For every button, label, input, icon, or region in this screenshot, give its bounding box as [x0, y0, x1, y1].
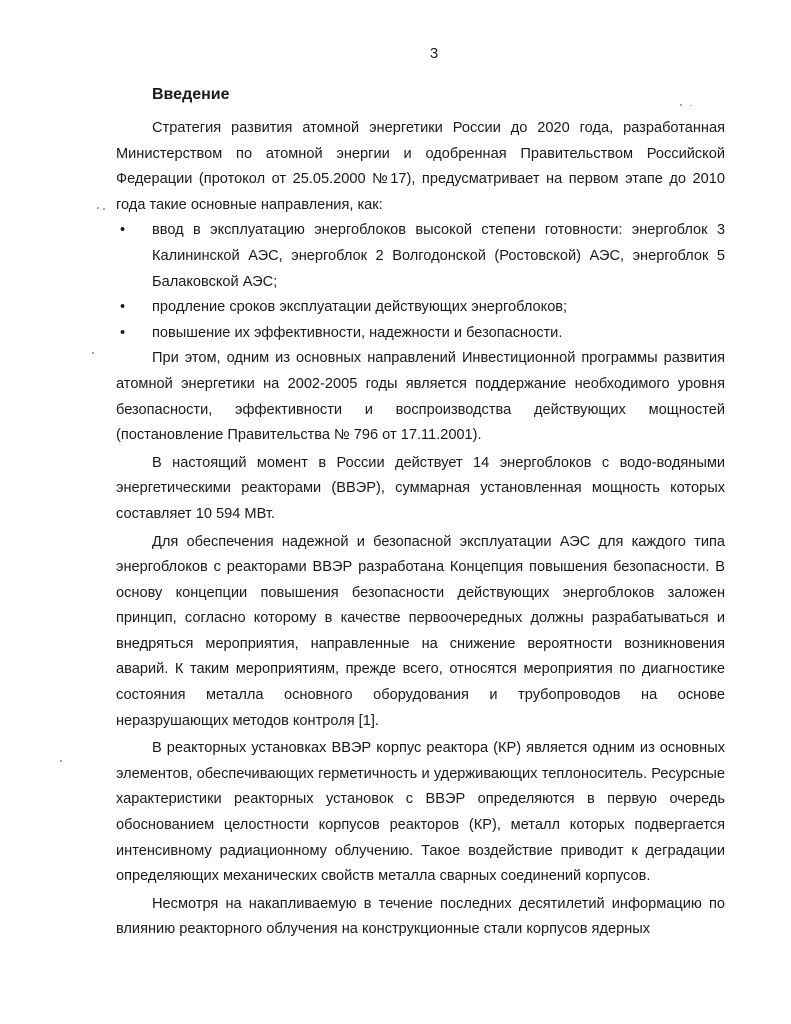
bullet-icon: • — [120, 324, 126, 341]
paragraph: В реакторных установках ВВЭР корпус реактора (КР) является одним из основных элементов, обеспечивающих герметичность и удерживающих теплоноситель. Ресурсные характеристики реакторных установок с ВВЭР определяются в первую очередь обоснованием целостности корпусов реакторов (КР), металл которых подвергается интенсивному радиационному облучению. Такое воздействие приводит к деградации определяющих механических свойств металла сварных соединений корпусов. — [116, 740, 725, 885]
scan-speck — [680, 104, 682, 106]
bullet-text: продление сроков эксплуатации действующих энергоблоков; — [152, 299, 568, 316]
page-number: 3 — [429, 45, 439, 62]
bullet-item — [116, 218, 725, 295]
bullet-icon: • — [120, 299, 126, 316]
scan-speck — [92, 352, 94, 354]
bullet-item — [116, 295, 725, 321]
bullet-text: повышение их эффективности, надежности и безопасности. — [152, 324, 563, 341]
bullet-item — [116, 321, 725, 347]
paragraph: Для обеспечения надежной и безопасной эксплуатации АЭС для каждого типа энергоблоков с реакторами ВВЭР разработана Концепция повышения безопасности. В основу концепции повышения безопасности действующих энергоблоков заложен принцип, согласно которому в качестве первоочередных должны разрабатываться и внедряться мероприятия, направленные на снижение вероятности возникновения аварий. К таким мероприятиям, прежде всего, относятся мероприятия по диагностике состояния металла основного оборудования и трубопроводов на основе неразрушающих методов контроля [1]. — [116, 533, 725, 729]
intro-paragraph: Стратегия развития атомной энергетики России до 2020 года, разработанная Министерством по атомной энергии и одобренная Правительством Российской Федерации (протокол от 25.05.2000 №17), предусматривает на первом этапе до 2010 года такие основные направления, как: — [116, 120, 725, 213]
scan-speck — [103, 208, 105, 210]
scan-speck — [60, 760, 62, 762]
bullet-text: ввод в эксплуатацию энергоблоков высокой степени готовности: энергоблок 3 Калининской АЭС, энергоблок 2 Волгодонской (Ростовской) АЭС, энергоблок 5 Балаковской АЭС; — [152, 222, 725, 290]
scan-speck — [97, 207, 99, 209]
section-heading: Введение — [152, 86, 230, 103]
bullet-list — [116, 218, 725, 346]
paragraph: При этом, одним из основных направлений Инвестиционной программы развития атомной энергетики на 2002-2005 годы является поддержание необходимого уровня безопасности, эффективности и воспроизводства действующих мощностей (постановление Правительства № 796 от 17.11.2001). — [116, 350, 725, 444]
scan-speck — [690, 105, 692, 106]
document-body — [116, 116, 725, 943]
bullet-icon: • — [120, 222, 126, 239]
paragraph: Несмотря на накапливаемую в течение последних десятилетий информацию по влиянию реакторного облучения на конструкционные стали корпусов ядерных — [116, 895, 725, 938]
paragraph: В настоящий момент в России действует 14 энергоблоков с водо-водяными энергетическими реакторами (ВВЭР), суммарная установленная мощность которых составляет 10 594 МВт. — [116, 454, 725, 522]
